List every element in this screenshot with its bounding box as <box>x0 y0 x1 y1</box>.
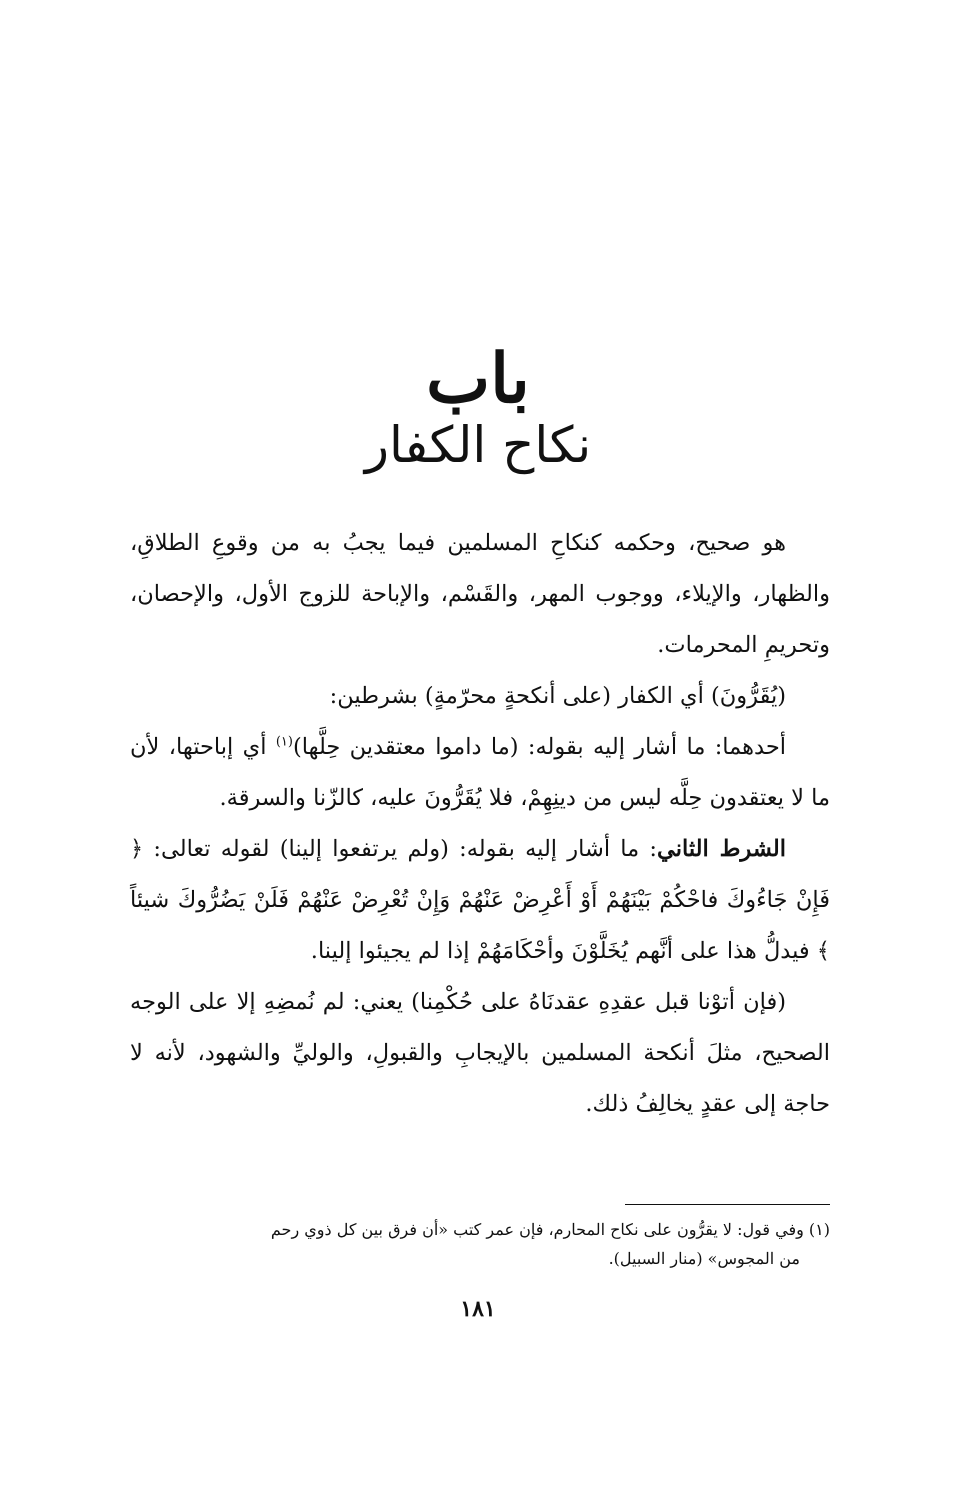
condition-heading: الشرط الثاني <box>656 836 786 862</box>
footnote <box>130 1215 830 1273</box>
paragraph-3 <box>130 722 830 824</box>
chapter-word: باب <box>426 339 530 419</box>
paragraph-5: (فإن أتوْنا قبل عقدِهِ عقدنَاهُ على حُكْمِنا) يعني: لم نُمضِهِ إلا على الوجه الصحيح، مثلَ أنكحة المسلمين بالإيجابِ والقبولِ، والوليِّ والشهود، لأنه لا حاجة إلى عقدٍ يخالِفُ ذلك. <box>130 989 830 1117</box>
paragraph-3-part-a: أحدهما: ما أشار إليه بقوله: (ما داموا معتقدين حِلَّها) <box>292 734 787 760</box>
footnote-marker: (١) <box>275 734 293 750</box>
chapter-title: نكاح الكفار <box>364 416 592 474</box>
page-number: ١٨١ <box>460 1296 496 1322</box>
footnote-line-2: من المجوس» (منار السبيل). <box>608 1249 800 1268</box>
main-text <box>130 518 830 1130</box>
paragraph-2: (يُقَرُّونَ) أي الكفار (على أنكحةٍ محرّمةٍ) بشرطين: <box>329 683 786 709</box>
footnote-divider <box>625 1204 830 1205</box>
paragraph-3-part-b: أي إباحتها، لأن ما لا يعتقدون حِلَّه ليس من دينِهِمْ، فلا يُقَرُّونَ عليه، كالزّنا والسرقة. <box>130 734 830 811</box>
footnote-line-1: (١) وفي قول: لا يقرُّون على نكاح المحارم، فإن عمر كتب «أن فرق بين كل ذوي رحم <box>270 1220 830 1239</box>
paragraph-1: هو صحيح، وحكمه كنكاحِ المسلمين فيما يجبُ به من وقوعِ الطلاقِ، والظهار، والإيلاء، ووجوب المهر، والقَسْم، والإباحة للزوج الأول، والإحصان، وتحريمِ المحرمات. <box>130 530 830 658</box>
paragraph-4-text: : ما أشار إليه بقوله: (ولم يرتفعوا إلينا) لقوله تعالى: ﴿ فَإِنْ جَاءُوكَ فاحْكُمْ بَيْنَهُمْ أَوْ أَعْرِضْ عَنْهُمْ وَإِنْ تُعْرِضْ عَنْهُمْ فَلَنْ يَضُرُّوكَ شيئاً ﴾ فيدلُّ هذا على أنَّهم يُخَلَّوْنَ وأحْكَامَهُمْ إذا لم يجيئوا إلينا. <box>130 836 830 964</box>
paragraph-4 <box>130 824 830 977</box>
